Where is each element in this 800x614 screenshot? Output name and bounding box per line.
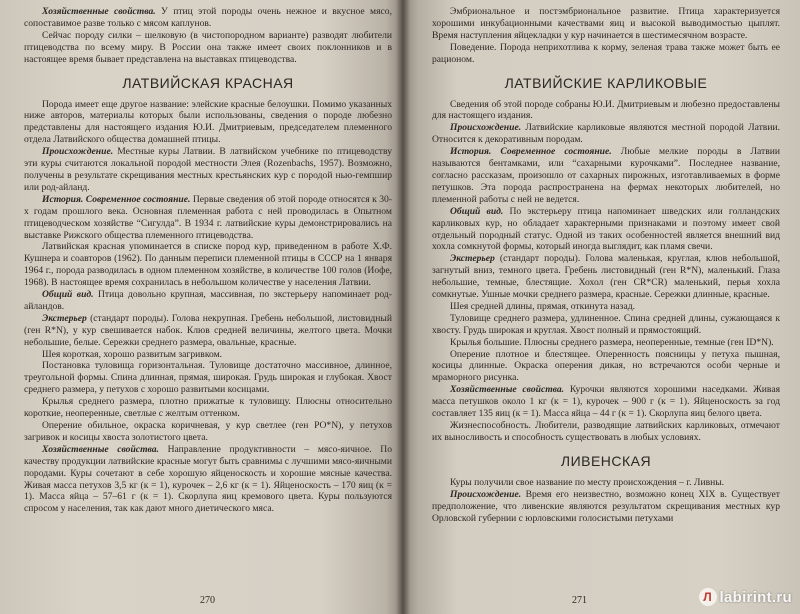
paragraph: Куры получили свое название по месту происхождения – г. Ливны. (450, 476, 725, 488)
section-title: ЛАТВИЙСКАЯ КРАСНАЯ (122, 74, 294, 91)
paragraph: Хозяйственные свойства. У птиц этой породы очень нежное и вкусное мясо, сопоставимое разве только с мясом каплунов. (24, 6, 392, 29)
section-title: ЛАТВИЙСКИЕ КАРЛИКОВЫЕ (504, 74, 708, 91)
paragraph: Оперение плотное и блестящее. Оперенность поясницы у петуха пышная, косицы длинные. Окраска оперения дикая, но встречаются особи черные и мраморного рисунка. (432, 348, 780, 384)
watermark-logo (699, 586, 792, 608)
left-top-text (24, 6, 392, 66)
paragraph: История. Современное состояние. Любые мелкие породы в Латвии называются бентамками, или “сахарными курочками”. Последнее название, согласно рассказам, произошло от сахарных пирожных, изготавливаемых в форме петушков. Эта порода распространена на фермах некоторых любителей, но племенной работы с ней не ведется. (432, 146, 780, 205)
page-number: 271 (572, 595, 587, 606)
paragraph: История. Современное состояние. Первые сведения об этой породе относятся к 30-х годам прошлого века. Основная племенная работа с ней проводилась в Опытном птицеводческом хозяйстве “Сигулда”. В 1934 г. латвийские куры демонстрировались на выставке Рижского общества племенного птицеводства. (24, 193, 392, 241)
paragraph: Туловище среднего размера, удлиненное. Спина средней длины, сужающаяся к хвосту. Грудь широкая и круглая. Хвост полный и прямостоящий. (432, 312, 780, 336)
right-body-text-2 (432, 477, 780, 525)
paragraph: Хозяйственные свойства. Курочки являются хорошими наседками. Живая масса петушков около 1 кг (к = 1), курочек – 900 г (к = 1). Яйценоскость за год составляет 135 яиц (к = 1). Масса яйца – 44 г (к = 1). Скорлупа яиц белого цвета. (432, 384, 781, 420)
watermark-text: labirint.ru (719, 588, 792, 606)
paragraph: Сейчас породу силки – шелковую (в чистопородном варианте) разводят любители птицеводства по всему миру. В России она также имеет своих поклонников и в настоящее время бывает представлена на выставках птицеводства. (24, 29, 392, 65)
paragraph: Оперение обильное, окраска коричневая, у кур светлее (ген PO*N), у петухов загривок и косицы хвоста золотистого цвета. (24, 420, 392, 443)
paragraph: Шея короткая, хорошо развитым загривком. (42, 348, 223, 360)
left-body-text (24, 99, 392, 516)
paragraph: Жизнеспособность. Любители, разводящие латвийских карликовых, отмечают их выносливость и способность существовать в любых условиях. (432, 420, 780, 443)
paragraph: Общий вид. По экстерьеру птица напоминает шведских или голландских карликовых кур, но обладает характерными признаками и поэтому имеет свой отдельный породный статус. Одной из таких особенностей является внешний вид хохла сомкнутой формы, который иногда выглядит, как пламя свечи. (432, 205, 780, 253)
section-title: ЛИВЕНСКАЯ (560, 452, 652, 469)
paragraph: Экстерьер (стандарт породы). Голова некрупная. Гребень небольшой, листовидный (ген R*N), у кур свешивается набок. Клюв средней величины, желтого цвета. Мочки небольшие, белые. Сережки среднего размера, овальные, красные. (24, 312, 392, 348)
paragraph: Эмбриональное и постэмбриональное развитие. Птица характеризуется хорошими инкубационными качествами яиц и высокой выводимостью цыплят. Время наступления яйцекладки у кур начинается в шестимесячном возрасте. (432, 6, 780, 41)
paragraph: Постановка туловища горизонтальная. Туловище достаточно массивное, длинное, треугольной формы. Спина длинная, прямая, широкая. Грудь широкая и глубокая. Хвост среднего размера, у петухов с хорошо развитыми косицами. (24, 360, 392, 396)
paragraph: Шея средней длины, прямая, откинута назад. (450, 300, 636, 312)
labirint-logo-icon: Л (699, 588, 717, 606)
paragraph: Хозяйственные свойства. Направление продуктивности – мясо-яичное. По качеству продукции латвийские красные могут быть сравнимы с лучшими мясо-яичными породами. Куры сочетают в себе хорошую яйценоскость и хорошие мясные качества. Живая масса петухов 3,5 кг (к = 1), курочек – 2,6 кг (к = 1). Яйценоскость – 170 яиц (к = 1). Масса яйца – 57–61 г (к = 1). Скорлупа яиц кремового цвета. Куры пользуются спросом у населения, так как дают много диетического мяса. (24, 443, 393, 515)
right-top-text (432, 6, 780, 66)
right-page (402, 0, 800, 614)
paragraph: Порода имеет еще другое название: элейские красные белоушки. Помимо указанных ниже авторов, материалы которых были использованы, сведения о породе любезно представлены для настоящего издания Ю.И. Дмитриевым, председателем племенного отдела Латвийского общества домашней птицы. (24, 98, 392, 146)
paragraph: Латвийская красная упоминается в списке пород кур, приведенном в работе Х.Ф. Кушнера и соавторов (1962). По данным переписи племенной птицы в СССР на 1 января 1964 г., порода разводилась в одном племенном хозяйстве, в количестве 100 голов (Иофе, 1968). В настоящее время сохранилась в небольшом количестве у населения Латвии. (24, 241, 392, 289)
paragraph: Происхождение. Латвийские карликовые являются местной породой Латвии. Относится к декоративным породам. (432, 122, 780, 146)
paragraph: Общий вид. Птица довольно крупная, массивная, по экстерьеру напоминает род-айландов. (24, 289, 392, 312)
paragraph: Сведения об этой породе собраны Ю.И. Дмитриевым и любезно предоставлены для настоящего издания. (432, 98, 780, 122)
right-body-text (432, 99, 780, 444)
paragraph: Происхождение. Местные куры Латвии. В латвийском учебнике по птицеводству эти куры считаются локальной породой местности Элея (Rozenbachs, 1957). Возможно, получены в результате скрещивания местных крестьянских кур с породой нью-гемпшир или род-айланд. (24, 146, 392, 193)
book-gutter (396, 0, 410, 614)
paragraph: Экстерьер (стандарт породы). Голова маленькая, круглая, клюв небольшой, загнутый вниз, темного цвета. Гребень листовидный (ген R*N), маленький. Глаза небольшие, темные, блестящие. Хохол (ген CR*CR) маленький, перья хохла сомкнутые. Ушные мочки среднего размера, красные. Сережки длинные, красные. (432, 253, 780, 301)
paragraph: Поведение. Порода неприхотлива к корму, зеленая трава также может быть ее рационом. (432, 41, 780, 65)
paragraph: Крылья среднего размера, плотно прижатые к туловищу. Плюсны относительно короткие, неоперенные, светлые с желтым оттенком. (24, 396, 392, 420)
paragraph: Крылья большие. Плюсны среднего размера, неоперенные, темные (ген ID*N). (450, 336, 774, 348)
page-number: 270 (200, 595, 215, 606)
paragraph: Происхождение. Время его неизвестно, возможно конец XIX в. Существует предположение, что ливенские являются результатом скрещивания местных кур Орловской губернии с юрловскими голосистыми петухами (432, 488, 780, 524)
